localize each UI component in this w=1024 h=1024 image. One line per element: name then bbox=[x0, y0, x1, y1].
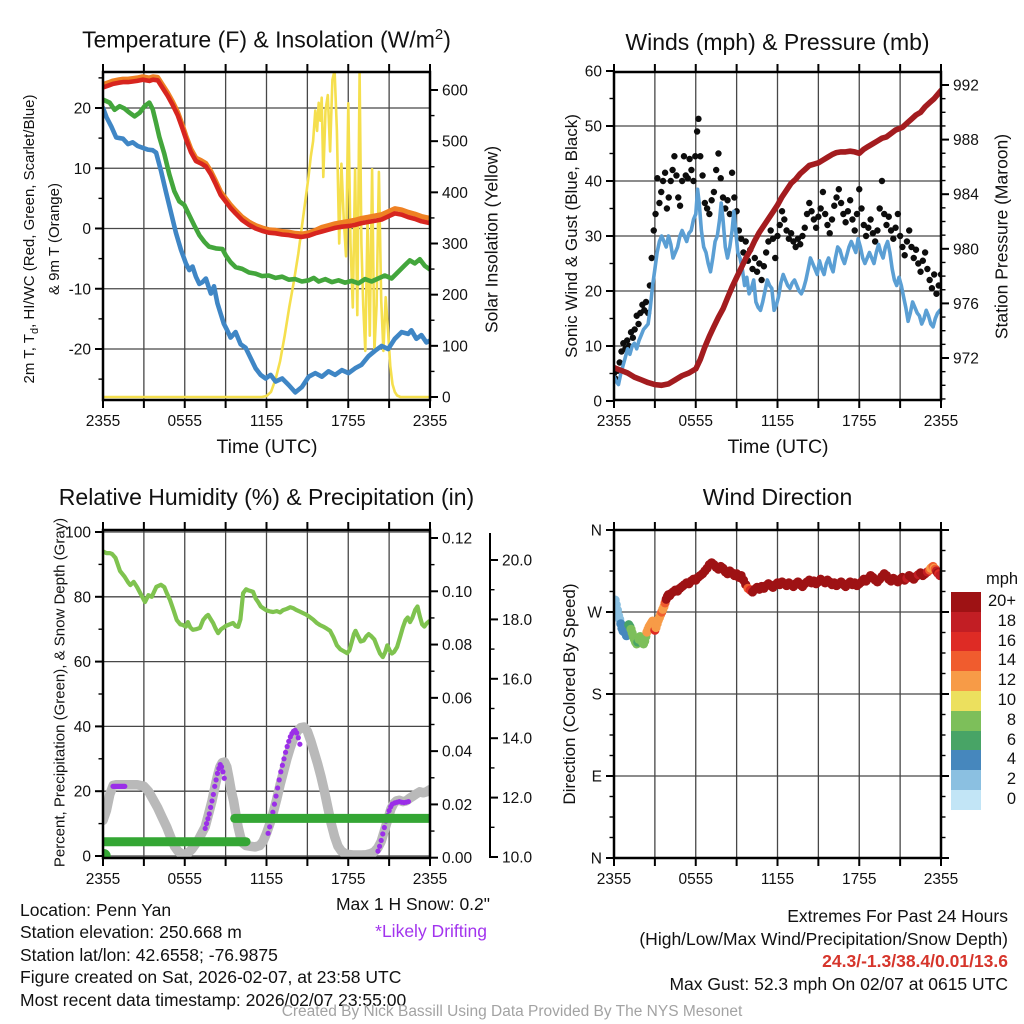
svg-text:0.06: 0.06 bbox=[442, 690, 473, 708]
legend-swatch bbox=[951, 731, 981, 751]
svg-text:0555: 0555 bbox=[167, 871, 202, 888]
svg-text:500: 500 bbox=[442, 133, 468, 151]
svg-text:60: 60 bbox=[584, 63, 602, 81]
svg-text:60: 60 bbox=[73, 654, 91, 672]
winds-y-axis-label: Sonic Wind & Gust (Blue, Black) bbox=[562, 114, 581, 358]
svg-text:40: 40 bbox=[73, 718, 91, 736]
temperature-y-axis-label: 2m T, $T_d$, HI/WC (Red, Green, Scarlet/Blue) & 9m T (Orange) bbox=[21, 94, 63, 384]
wind-direction-y-axis-label: Direction (Colored By Speed) bbox=[560, 583, 579, 805]
svg-text:2355: 2355 bbox=[85, 413, 121, 430]
wind-speed-legend-labels bbox=[986, 592, 1016, 810]
svg-text:20: 20 bbox=[584, 283, 602, 301]
svg-text:12.0: 12.0 bbox=[502, 790, 533, 808]
legend-label: 20+ bbox=[988, 592, 1016, 610]
legend-swatch bbox=[951, 632, 981, 652]
legend-swatch bbox=[951, 671, 981, 691]
legend-swatch bbox=[951, 691, 981, 711]
svg-text:1755: 1755 bbox=[842, 871, 877, 888]
svg-text:992: 992 bbox=[953, 77, 979, 95]
svg-text:18.0: 18.0 bbox=[502, 611, 533, 629]
svg-text:10: 10 bbox=[73, 160, 91, 178]
legend-label: 10 bbox=[997, 690, 1016, 709]
svg-text:2355: 2355 bbox=[596, 413, 632, 430]
svg-text:2355: 2355 bbox=[412, 413, 448, 430]
temperature-x-axis-label: Time (UTC) bbox=[216, 436, 318, 458]
svg-text:200: 200 bbox=[442, 287, 468, 305]
legend-swatch bbox=[951, 592, 981, 612]
svg-text:N: N bbox=[590, 522, 602, 540]
humidity-panel-title: Relative Humidity (%) & Precipitation (in) bbox=[58, 484, 475, 510]
svg-text:N: N bbox=[590, 850, 602, 868]
svg-text:984: 984 bbox=[953, 186, 979, 204]
legend-label: 12 bbox=[997, 671, 1016, 690]
svg-text:100: 100 bbox=[442, 338, 468, 356]
svg-text:10: 10 bbox=[584, 338, 602, 356]
svg-text:80: 80 bbox=[73, 589, 91, 607]
svg-text:100: 100 bbox=[65, 524, 91, 542]
humidity-y-axis-label: Percent, Precipitation (Green), & Snow Depth (Gray) bbox=[51, 517, 69, 868]
legend-label: 16 bbox=[997, 631, 1016, 650]
svg-text:1155: 1155 bbox=[249, 871, 284, 888]
legend-swatch bbox=[951, 750, 981, 770]
wind-direction-panel-title: Wind Direction bbox=[702, 484, 853, 510]
max-gust-note: Max Gust: 52.3 mph On 02/07 at 0615 UTC bbox=[669, 974, 1008, 994]
svg-text:0.04: 0.04 bbox=[442, 743, 473, 761]
svg-text:0.02: 0.02 bbox=[442, 796, 473, 814]
max-snow-note: Max 1 H Snow: 0.2" bbox=[335, 894, 490, 914]
svg-text:1155: 1155 bbox=[760, 871, 795, 888]
svg-text:1155: 1155 bbox=[760, 413, 795, 430]
svg-text:S: S bbox=[591, 686, 602, 704]
svg-text:2355: 2355 bbox=[596, 871, 632, 888]
svg-text:50: 50 bbox=[584, 118, 602, 136]
insolation-right-axis-label: Solar Insolation (Yellow) bbox=[481, 145, 502, 334]
legend-label: 4 bbox=[1006, 750, 1016, 769]
svg-text:600: 600 bbox=[442, 82, 468, 100]
legend-swatch bbox=[951, 770, 981, 790]
svg-text:0: 0 bbox=[82, 848, 91, 866]
legend-label: 8 bbox=[1006, 710, 1016, 729]
svg-text:0555: 0555 bbox=[678, 871, 713, 888]
temperature-panel-title: Temperature (F) & Insolation $(W/m^2)$ bbox=[82, 26, 451, 53]
svg-text:2355: 2355 bbox=[412, 871, 448, 888]
footer-location: Location: Penn Yan bbox=[20, 900, 172, 920]
extremes-subtitle: (High/Low/Max Wind/Precipitation/Snow Depth) bbox=[639, 929, 1008, 949]
svg-text:0555: 0555 bbox=[678, 413, 713, 430]
pressure-right-axis-label: Station Pressure (Maroon) bbox=[991, 133, 1012, 340]
svg-text:20: 20 bbox=[73, 783, 91, 801]
svg-text:988: 988 bbox=[953, 132, 979, 150]
svg-text:400: 400 bbox=[442, 184, 468, 202]
svg-text:1755: 1755 bbox=[842, 413, 877, 430]
svg-text:2355: 2355 bbox=[85, 871, 121, 888]
wind-speed-legend-swatches bbox=[951, 592, 981, 810]
svg-text:10.0: 10.0 bbox=[502, 849, 533, 867]
svg-text:-20: -20 bbox=[68, 341, 91, 359]
svg-text:16.0: 16.0 bbox=[502, 671, 533, 689]
legend-swatch bbox=[951, 612, 981, 632]
svg-text:300: 300 bbox=[442, 236, 468, 253]
svg-text:0: 0 bbox=[442, 389, 451, 407]
footer-created: Figure created on Sat, 2026-02-07, at 23:58 UTC bbox=[20, 967, 402, 987]
legend-swatch bbox=[951, 651, 981, 671]
svg-text:30: 30 bbox=[584, 228, 602, 246]
svg-text:0.00: 0.00 bbox=[442, 850, 473, 868]
legend-label: 18 bbox=[997, 611, 1016, 630]
svg-text:W: W bbox=[587, 604, 602, 622]
svg-text:0: 0 bbox=[593, 393, 602, 411]
svg-text:0.10: 0.10 bbox=[442, 583, 473, 601]
legend-label: 0 bbox=[1006, 789, 1016, 808]
legend-swatch bbox=[951, 790, 981, 810]
legend-title: mph bbox=[986, 570, 1019, 588]
svg-text:972: 972 bbox=[953, 350, 979, 368]
svg-text:40: 40 bbox=[584, 173, 602, 191]
svg-text:14.0: 14.0 bbox=[502, 730, 533, 748]
footer-timestamp: Most recent data timestamp: 2026/02/07 23:55:00 bbox=[20, 990, 407, 1010]
credit-line: Created By Nick Bassill Using Data Provided By The NYS Mesonet bbox=[281, 1003, 743, 1020]
legend-label: 2 bbox=[1006, 770, 1016, 789]
extremes-title: Extremes For Past 24 Hours bbox=[787, 906, 1008, 926]
svg-text:20.0: 20.0 bbox=[502, 552, 533, 570]
svg-text:20: 20 bbox=[73, 100, 91, 118]
svg-text:0.12: 0.12 bbox=[442, 530, 473, 548]
svg-text:2355: 2355 bbox=[923, 871, 959, 888]
svg-text:1755: 1755 bbox=[331, 413, 366, 430]
svg-text:1755: 1755 bbox=[331, 871, 366, 888]
svg-text:0: 0 bbox=[82, 221, 91, 238]
svg-text:0555: 0555 bbox=[167, 413, 202, 430]
winds-x-axis-label: Time (UTC) bbox=[727, 436, 829, 458]
svg-text:976: 976 bbox=[953, 295, 979, 313]
footer-elevation: Station elevation: 250.668 m bbox=[20, 922, 242, 942]
legend-label: 6 bbox=[1006, 730, 1016, 749]
svg-text:980: 980 bbox=[953, 241, 979, 259]
extremes-values: 24.3/-1.3/38.4/0.01/13.6 bbox=[822, 951, 1008, 971]
svg-text:E: E bbox=[591, 768, 602, 786]
svg-text:1155: 1155 bbox=[249, 413, 284, 430]
winds-panel-title: Winds (mph) & Pressure (mb) bbox=[625, 29, 930, 55]
likely-drifting-note: *Likely Drifting bbox=[375, 921, 487, 941]
svg-text:2355: 2355 bbox=[923, 413, 959, 430]
svg-text:0.08: 0.08 bbox=[442, 637, 473, 655]
legend-swatch bbox=[951, 711, 981, 731]
svg-text:-10: -10 bbox=[68, 281, 91, 299]
legend-label: 14 bbox=[997, 651, 1016, 670]
footer-latlon: Station lat/lon: 42.6558; -76.9875 bbox=[20, 945, 278, 965]
